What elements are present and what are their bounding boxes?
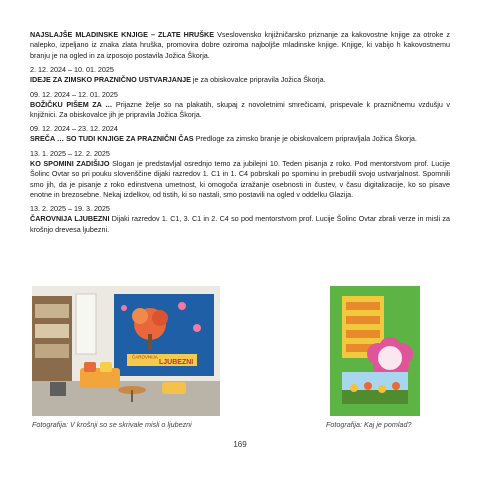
section-ko-spomini bbox=[30, 159, 450, 201]
section-zlate-hruske bbox=[30, 30, 450, 61]
section-title: NAJSLAJŠE MLADINSKE KNJIGE – ZLATE HRUŠKE bbox=[30, 30, 215, 39]
page-number: 169 bbox=[233, 440, 247, 449]
section-date: 09. 12. 2024 – 12. 01. 2025 bbox=[30, 89, 118, 99]
section-date: 13. 2. 2025 – 19. 3. 2025 bbox=[30, 204, 110, 214]
section-bozicku bbox=[30, 100, 450, 121]
section-date: 13. 1. 2025 – 12. 2. 2025 bbox=[30, 148, 110, 158]
photo-spring-poster-illustration bbox=[330, 286, 420, 416]
caption-love-tree: Fotografija: V krošnji so se skrivale misli o ljubezni bbox=[32, 420, 192, 429]
section-title: IDEJE ZA ZIMSKO PRAZNIČNO USTVARJANJE bbox=[30, 75, 191, 85]
section-title: ČAROVNIJA LJUBEZNI bbox=[30, 214, 110, 224]
section-title: BOŽIČKU PIŠEM ZA … bbox=[30, 99, 113, 109]
photo-spring-poster bbox=[330, 286, 420, 416]
section-sreca bbox=[30, 134, 450, 144]
section-text: Vseslovensko knjižničarsko priznanje za kakovostne knjige za otroke z nalepko, izpeljano iz znaka zlata hruška, promovira dobre oziroma najboljše mladinske knjige. Knjige, ki vabijo h kakovostnemu branju je na ogled in za izposojo postavila Jožica Škorja. bbox=[30, 30, 450, 60]
banner-text: LJUBEZNI bbox=[159, 359, 194, 366]
section-text: Slogan je predstavljal osrednjo temo za jubilejni 10. Teden pisanja z roko. Pod mentorstvom prof. Lucije Šolinc Ovtar so pri pouku slovenščine dijaki razredov 1. C1 in 1. C4 pobrskali po spominu in prebudili svojo ustvarjalnost. Spomnili smo jih, da je pisanje z roko edinstvena umetnost, ki omogoča izražanje osebnosti in čustev, v času digitalizacije, ko so pisave enotne in brezosebne. Nekaj izdelkov, od tistih, ki so nastali, smo postavili na ogled v oddelku Glazija. bbox=[30, 158, 450, 200]
section-date: 09. 12. 2024 – 23. 12. 2024 bbox=[30, 124, 118, 134]
banner-prefix: ČAROVNIJA bbox=[132, 354, 158, 360]
section-carovnija bbox=[30, 214, 450, 235]
section-ideje bbox=[30, 75, 450, 85]
section-title: SREČA … SO TUDI KNJIGE ZA PRAZNIČNI ČAS bbox=[30, 134, 194, 144]
page-body bbox=[30, 30, 450, 239]
section-date: 2. 12. 2024 – 10. 01. 2025 bbox=[30, 65, 114, 75]
photo-love-tree bbox=[32, 286, 220, 416]
photo-love-tree-illustration bbox=[32, 286, 220, 416]
section-text: Predloge za zimsko branje je obiskovalcem pripravljala Jožica Škorja. bbox=[193, 134, 417, 144]
section-text: Prijazne želje so na plakatih, skupaj z novoletnimi smrečicami, prispevale k prazničnemu vzdušju v knjižnici. Za obiskovalce jih je pripravila Jožica Škorja. bbox=[30, 99, 450, 120]
section-text: Dijaki razredov 1. C1, 3. C1 in 2. C4 so pod mentorstvom prof. Lucije Šolinc Ovtar zbrali verze in misli za krošnjo drevesa ljubezni. bbox=[30, 214, 450, 234]
section-text: je za obiskovalce pripravila Jožica Škorja. bbox=[190, 75, 326, 85]
caption-spring: Fotografija: Kaj je pomlad? bbox=[326, 420, 412, 429]
section-title: KO SPOMINI ZADIŠIJO bbox=[30, 158, 110, 168]
